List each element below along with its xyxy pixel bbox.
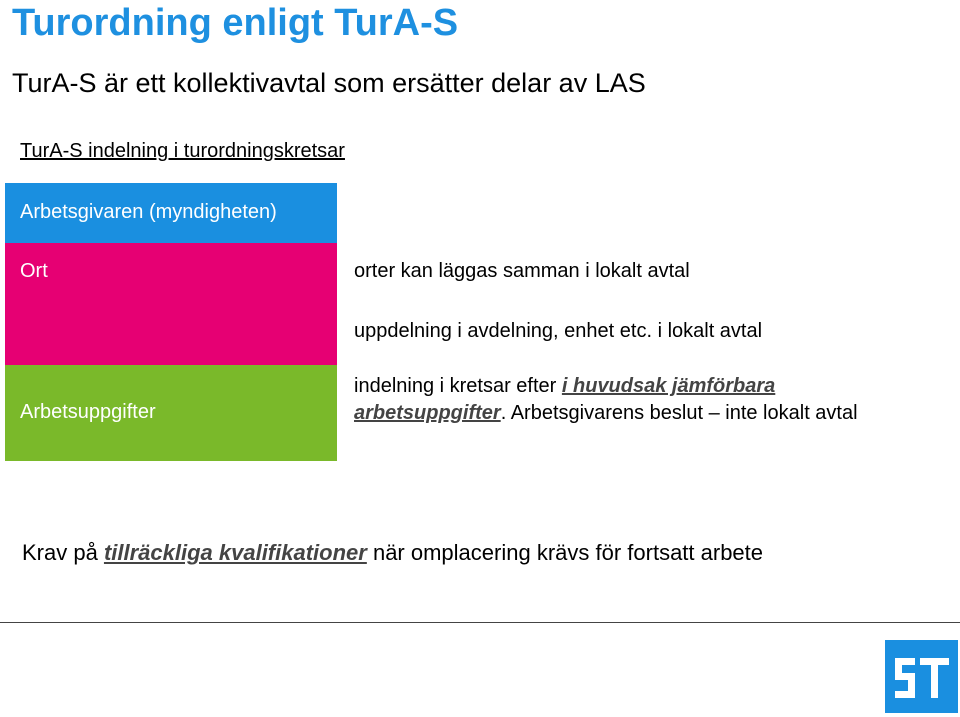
block-arbetsgivaren: [5, 183, 337, 243]
section-heading: TurA-S indelning i turordningskretsar: [20, 140, 345, 162]
block-label: Arbetsgivaren (myndigheten): [20, 201, 277, 223]
note-suffix: när omplacering krävs för fortsatt arbete: [366, 540, 764, 565]
block-label: Arbetsuppgifter: [20, 401, 156, 423]
note-prefix: Krav på: [22, 540, 104, 565]
description-arbetsuppgifter: [354, 373, 914, 427]
footer-divider: [0, 622, 960, 623]
block-ort: [5, 243, 337, 365]
slide-subtitle: TurA-S är ett kollektivavtal som ersätter delar av LAS: [12, 68, 646, 98]
bottom-note: [22, 540, 763, 566]
block-arbetsuppgifter: [5, 365, 337, 461]
description-prefix: indelning i kretsar efter: [354, 375, 562, 397]
block-label: Ort: [20, 260, 48, 282]
slide-title: Turordning enligt TurA-S: [12, 2, 459, 44]
note-emphasis: tillräckliga kvalifikationer: [103, 540, 367, 565]
description-avdelning: uppdelning i avdelning, enhet etc. i lokalt avtal: [354, 320, 763, 342]
description-ort: orter kan läggas samman i lokalt avtal: [354, 260, 690, 282]
description-suffix: . Arbetsgivarens beslut – inte lokalt avtal: [500, 402, 858, 424]
st-logo-icon: [885, 640, 958, 713]
description-emphasis: i huvudsak jämförbara arbetsuppgifter: [354, 375, 776, 424]
